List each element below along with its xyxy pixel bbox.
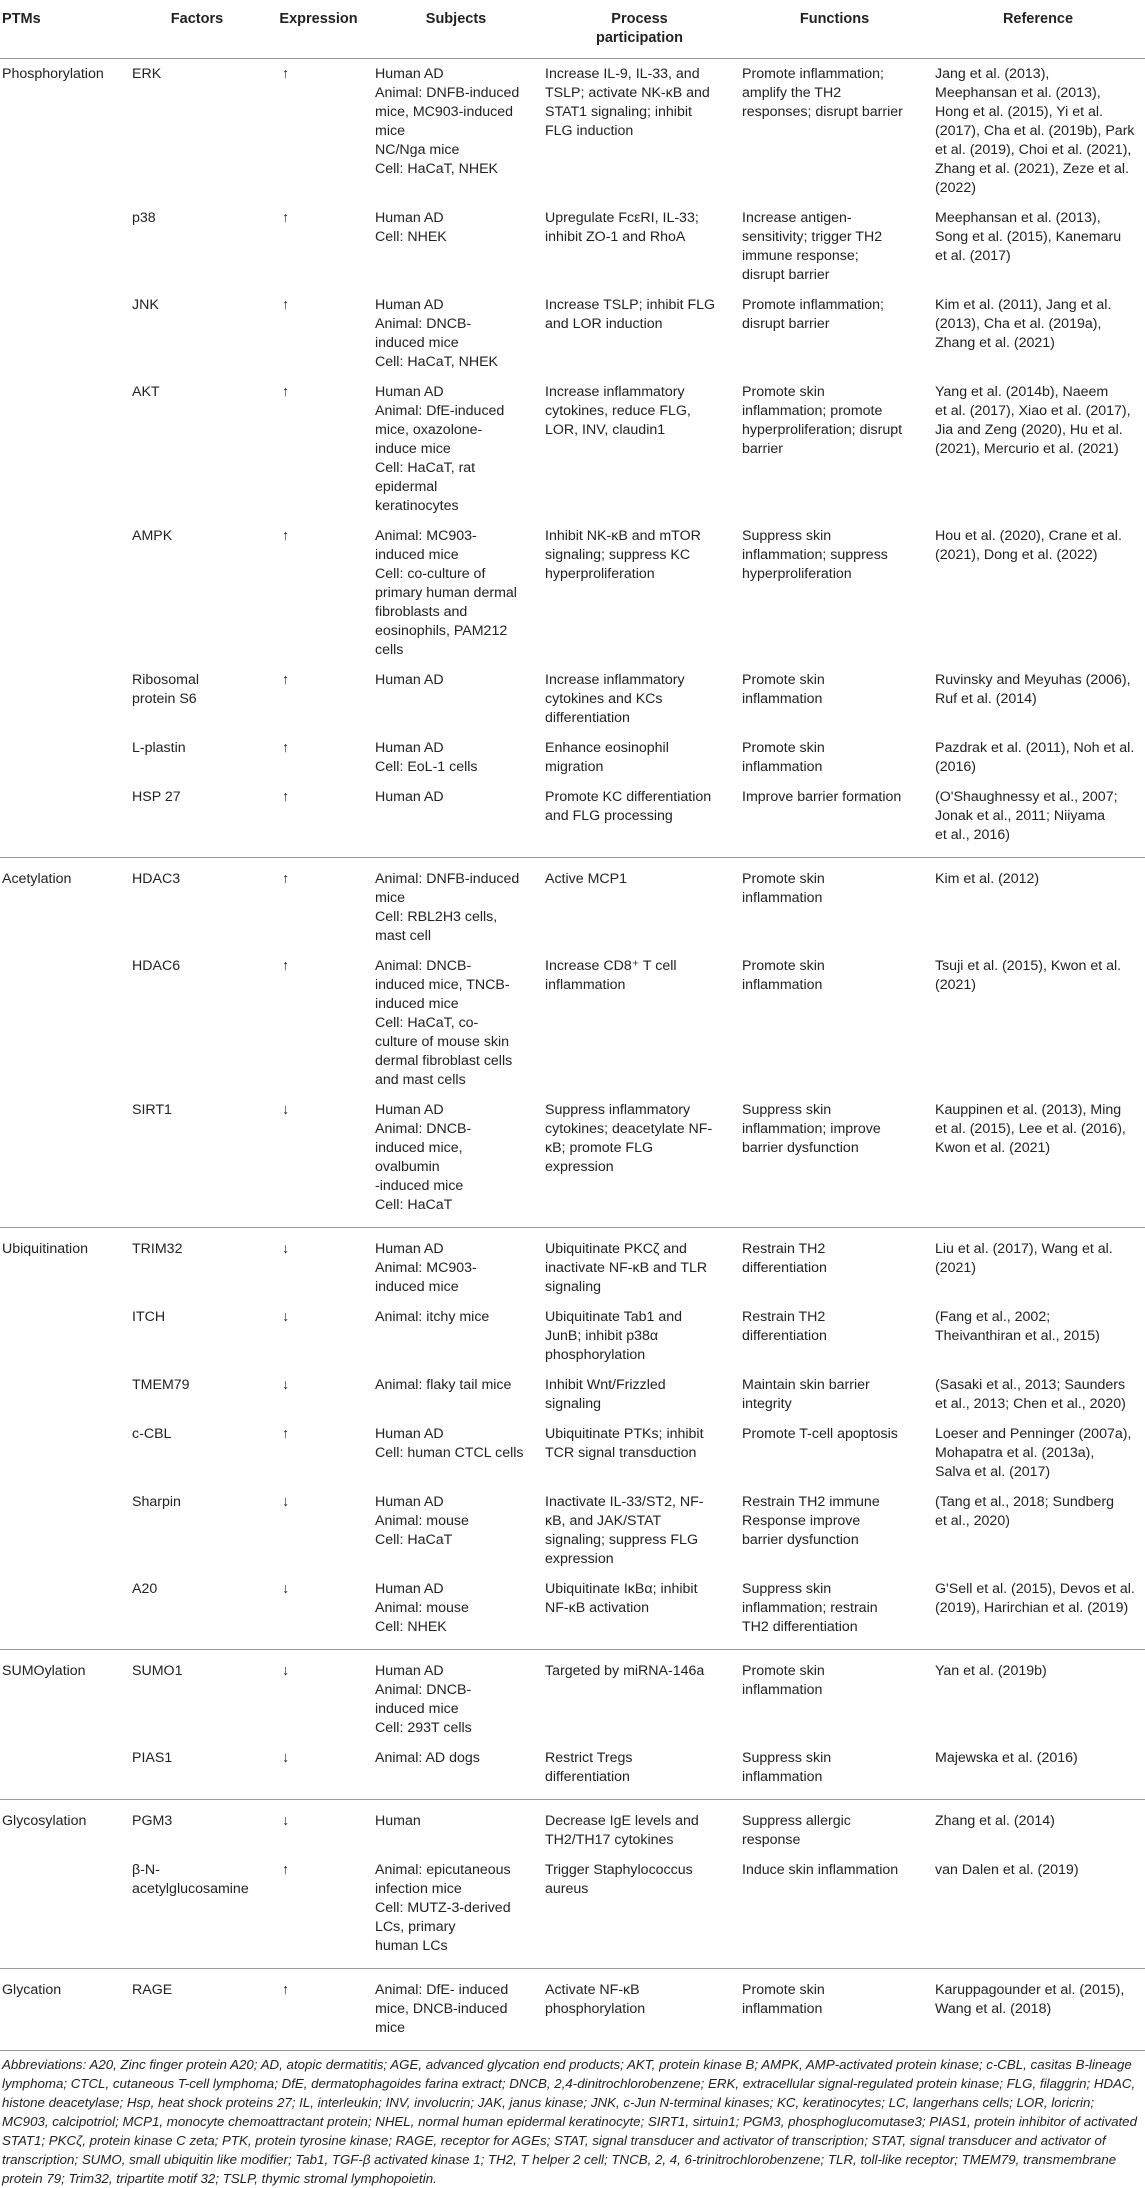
subjects-cell: Animal: DfE- induced mice, DNCB-induced mice [371,1969,541,2051]
process-cell: Increase CD8⁺ T cell inflammation [545,958,677,993]
reference-cell: van Dalen et al. (2019) [931,1855,1145,1969]
functions-cell: Promote skin inflammation [742,740,825,775]
ptm-cell [0,782,128,858]
functions-cell: Suppress allergic response [742,1813,851,1848]
header-functions: Functions [738,0,931,59]
table-row [0,1574,1145,1650]
functions-cell: Promote T-cell apoptosis [742,1426,898,1442]
process-cell: Active MCP1 [545,871,627,887]
table-row [0,1855,1145,1969]
functions-cell: Suppress skin inflammation; suppress hyperproliferation [742,528,888,582]
functions-cell: Promote skin inflammation [742,958,825,993]
expression-arrow: ↓ [282,1663,290,1679]
factor-cell: ERK [132,66,162,82]
ptm-cell [0,1487,128,1574]
table-row [0,1487,1145,1574]
subjects-cell: Human AD Cell: human CTCL cells [375,1426,524,1461]
factor-cell: TRIM32 [132,1241,183,1257]
expression-arrow: ↑ [282,528,290,544]
table-row [0,733,1145,782]
factor-cell: AKT [132,384,160,400]
table-row [0,1650,1145,1744]
table-row [0,951,1145,1095]
factor-cell: HSP 27 [128,782,266,858]
process-cell: Inhibit Wnt/Frizzled signaling [545,1377,666,1412]
functions-cell: Increase antigen- sensitivity; trigger TH2 immune response; disrupt barrier [742,210,883,283]
table-row [0,59,1145,204]
expression-arrow: ↑ [282,1426,290,1442]
table-row [0,1743,1145,1800]
ptm-cell: Glycation [0,1969,128,2051]
reference-cell: G'Sell et al. (2015), Devos et al. (2019), Harirchian et al. (2019) [931,1574,1145,1650]
factor-cell: A20 [128,1574,266,1650]
functions-cell: Promote skin inflammation [742,1663,825,1698]
ptm-cell [0,521,128,665]
functions-cell: Suppress skin inflammation [738,1743,931,1800]
factor-cell: c-CBL [132,1426,172,1442]
subjects-cell: Animal: DNFB-induced mice Cell: RBL2H3 cells, mast cell [375,871,520,944]
expression-arrow: ↑ [282,297,290,313]
process-cell: Promote KC differentiation and FLG processing [541,782,738,858]
table-header-row [0,0,1145,59]
process-cell: Increase inflammatory cytokines and KCs differentiation [545,672,685,726]
table-row [0,1228,1145,1303]
factor-cell: Sharpin [132,1494,181,1510]
functions-cell: Promote skin inflammation [742,672,825,707]
reference-cell: Hou et al. (2020), Crane et al. (2021), Dong et al. (2022) [935,528,1122,563]
process-cell: Ubiquitinate Tab1 and JunB; inhibit p38α phosphorylation [545,1309,682,1363]
ptm-cell: SUMOylation [2,1663,86,1679]
header-expression: Expression [266,0,371,59]
expression-arrow: ↑ [282,871,290,887]
expression-arrow: ↓ [266,1574,371,1650]
factor-cell: β-N- acetylglucosamine [128,1855,266,1969]
ptm-cell [0,1743,128,1800]
reference-cell: Majewska et al. (2016) [931,1743,1145,1800]
expression-arrow: ↑ [266,1855,371,1969]
factor-cell: ITCH [132,1309,166,1325]
process-cell: Activate NF-κB phosphorylation [541,1969,738,2051]
process-cell: Enhance eosinophil migration [545,740,669,775]
table-row [0,203,1145,290]
functions-cell: Suppress skin inflammation; restrain TH2 differentiation [738,1574,931,1650]
expression-arrow: ↑ [266,1969,371,2051]
reference-cell: Tsuji et al. (2015), Kwon et al. (2021) [935,958,1122,993]
header-ptms: PTMs [0,0,128,59]
expression-arrow: ↓ [282,1309,290,1325]
functions-cell: Suppress skin inflammation; improve barrier dysfunction [738,1095,931,1228]
functions-cell: Promote skin inflammation [742,871,825,906]
process-cell: Targeted by miRNA-146a [545,1663,705,1679]
subjects-cell: Human AD Animal: MC903- induced mice [375,1241,477,1295]
reference-cell: Jang et al. (2013), Meephansan et al. (2013), Hong et al. (2015), Yi et al. (2017), Cha et al. (2019b), Park et al. (2019), Choi et al. (2021), Zhang et al. (2021), Zeze et al. (2022) [935,66,1135,196]
table-body [0,59,1145,2051]
process-cell: Ubiquitinate PTKs; inhibit TCR signal transduction [545,1426,704,1461]
table-row [0,377,1145,521]
header-process-participation: Process participation [541,0,738,59]
expression-arrow: ↓ [282,1813,290,1829]
subjects-cell: Human AD Animal: DNCB- induced mice Cell: 293T cells [375,1663,472,1736]
reference-cell: Pazdrak et al. (2011), Noh et al. (2016) [935,740,1135,775]
factor-cell: SUMO1 [132,1663,183,1679]
subjects-cell: Human AD Animal: DNCB- induced mice, ovalbumin -induced mice Cell: HaCaT [371,1095,541,1228]
functions-cell: Improve barrier formation [738,782,931,858]
reference-cell: (O'Shaughnessy et al., 2007; Jonak et al., 2011; Niiyama et al., 2016) [931,782,1145,858]
reference-cell: Yan et al. (2019b) [935,1663,1047,1679]
process-cell: Ubiquitinate PKCζ and inactivate NF-κB and TLR signaling [545,1241,708,1295]
reference-cell: Liu et al. (2017), Wang et al. (2021) [935,1241,1113,1276]
factor-cell: p38 [132,210,156,226]
expression-arrow: ↑ [266,782,371,858]
expression-arrow: ↑ [282,66,290,82]
reference-cell: Kim et al. (2011), Jang et al. (2013), Cha et al. (2019a), Zhang et al. (2021) [935,297,1112,351]
expression-arrow: ↑ [282,740,290,756]
functions-cell: Promote inflammation; disrupt barrier [742,297,884,332]
reference-cell: Kim et al. (2012) [935,871,1040,887]
subjects-cell: Animal: MC903- induced mice Cell: co-culture of primary human dermal fibroblasts and eosinophils, PAM212 cells [375,528,517,658]
subjects-cell: Animal: DNCB- induced mice, TNCB- induced mice Cell: HaCaT, co- culture of mouse skin dermal fibroblast cells and mast cells [375,958,513,1088]
reference-cell: (Sasaki et al., 2013; Saunders et al., 2013; Chen et al., 2020) [935,1377,1126,1412]
expression-arrow: ↓ [282,1494,290,1510]
subjects-cell: Human AD Cell: NHEK [375,210,447,245]
header-reference: Reference [931,0,1145,59]
process-cell: Increase IL-9, IL-33, and TSLP; activate NK-κB and STAT1 signaling; inhibit FLG induction [545,66,710,139]
reference-cell: (Tang et al., 2018; Sundberg et al., 2020) [935,1494,1115,1529]
ptm-cell: Acetylation [2,871,72,887]
functions-cell: Induce skin inflammation [738,1855,931,1969]
reference-cell: Karuppagounder et al. (2015), Wang et al. (2018) [931,1969,1145,2051]
abbreviations-footnote: Abbreviations: A20, Zinc finger protein A20; AD, atopic dermatitis; AGE, advanced glycation end products; AKT, protein kinase B; AMPK, AMP-activated protein kinase; c-CBL, casitas B-lineage lymphoma; CTCL, cutaneous T-cell lymphoma; DfE, dermatophagoides farina extract; DNCB, 2,4-dinitrochlorobenzene; ERK, extracellular signal-regulated protein kinase; FLG, filaggrin; HDAC, histone deacetylase; Hsp, heat shock proteins 27; IL, interleukin; INV, involucrin; JAK, janus kinase; JNK, c-Jun N-terminal kinases; KC, keratinocytes; LC, langerhans cells; LOR, loricrin; MC903, calcipotriol; MCP1, monocyte chemoattractant protein; NHEL, normal human epidermal keratinocyte; SIRT1, sirtuin1; PGM3, phosphoglucomutase3; PIAS1, protein inhibitor of activated STAT1; PKCζ, protein kinase C zeta; PTK, protein tyrosine kinase; RAGE, receptor for AGEs; STAT, signal transducer and activator of transcription; STAT, signal transducer and activator of transcription; SUMO, small ubiquitin like modifier; Tab1, TGF-β activated kinase 1; TH2, T helper 2 cell; TNCB, 2, 4, 6-trinitrochlorobenzene; TLR, toll-like receptor; TMEM79, transmembrane protein 79; Trim32, tripartite motif 32; TSLP, thymic stromal lymphopoietin. [2,2057,1137,2186]
table-row [0,1370,1145,1419]
process-cell: Upregulate FcεRI, IL-33; inhibit ZO-1 and RhoA [545,210,699,245]
process-cell: Ubiquitinate IκBα; inhibit NF-κB activation [541,1574,738,1650]
header-subjects: Subjects [371,0,541,59]
expression-arrow: ↑ [282,672,290,688]
subjects-cell: Human AD Animal: mouse Cell: NHEK [371,1574,541,1650]
functions-cell: Restrain TH2 differentiation [742,1241,827,1276]
ptm-cell [0,951,128,1095]
expression-arrow: ↓ [282,1241,290,1257]
factor-cell: PGM3 [132,1813,173,1829]
factor-cell: PIAS1 [128,1743,266,1800]
process-cell: Trigger Staphylococcus aureus [541,1855,738,1969]
functions-cell: Promote skin inflammation [738,1969,931,2051]
ptm-cell [0,1419,128,1487]
table-row [0,782,1145,858]
reference-cell: Kauppinen et al. (2013), Ming et al. (2015), Lee et al. (2016), Kwon et al. (2021) [931,1095,1145,1228]
factor-cell: HDAC3 [132,871,181,887]
table-row [0,1800,1145,1856]
subjects-cell: Human AD [375,672,444,688]
table-row [0,1302,1145,1370]
subjects-cell: Animal: epicutaneous infection mice Cell: MUTZ-3-derived LCs, primary human LCs [371,1855,541,1969]
process-cell: Decrease IgE levels and TH2/TH17 cytokines [545,1813,699,1848]
ptm-cell [0,665,128,733]
ptm-cell [0,1855,128,1969]
subjects-cell: Human AD Animal: DNFB-induced mice, MC903-induced mice NC/Nga mice Cell: HaCaT, NHEK [375,66,520,177]
table-row [0,1419,1145,1487]
process-cell: Inactivate IL-33/ST2, NF- κB, and JAK/STAT signaling; suppress FLG expression [545,1494,704,1567]
header-factors: Factors [128,0,266,59]
factor-cell: SIRT1 [128,1095,266,1228]
expression-arrow: ↑ [282,210,290,226]
reference-cell: (Fang et al., 2002; Theivanthiran et al., 2015) [935,1309,1100,1344]
expression-arrow: ↓ [266,1095,371,1228]
table-row [0,521,1145,665]
table-row [0,290,1145,377]
ptm-cell: Ubiquitination [2,1241,88,1257]
ptm-cell [0,377,128,521]
functions-cell: Restrain TH2 differentiation [742,1309,827,1344]
subjects-cell: Human [375,1813,421,1829]
ptm-cell [0,290,128,377]
factor-cell: RAGE [128,1969,266,2051]
functions-cell: Maintain skin barrier integrity [742,1377,870,1412]
ptm-cell: Glycosylation [2,1813,87,1829]
expression-arrow: ↑ [282,384,290,400]
ptm-cell [0,203,128,290]
subjects-cell: Human AD Animal: DNCB- induced mice Cell: HaCaT, NHEK [375,297,498,370]
factor-cell: JNK [132,297,159,313]
ptm-cell [0,1302,128,1370]
subjects-cell: Animal: itchy mice [375,1309,490,1325]
subjects-cell: Human AD Animal: mouse Cell: HaCaT [375,1494,469,1548]
subjects-cell: Human AD Cell: EoL-1 cells [375,740,478,775]
functions-cell: Restrain TH2 immune Response improve barrier dysfunction [742,1494,880,1548]
table-row [0,1095,1145,1228]
subjects-cell: Human AD [371,782,541,858]
factor-cell: HDAC6 [132,958,181,974]
factor-cell: Ribosomal protein S6 [132,672,200,707]
process-cell: Increase TSLP; inhibit FLG and LOR induction [545,297,716,332]
reference-cell: Meephansan et al. (2013), Song et al. (2015), Kanemaru et al. (2017) [935,210,1122,264]
table-row [0,858,1145,952]
functions-cell: Promote inflammation; amplify the TH2 responses; disrupt barrier [742,66,903,120]
factor-cell: TMEM79 [132,1377,190,1393]
factor-cell: AMPK [132,528,173,544]
ptm-cell [0,1095,128,1228]
reference-cell: Zhang et al. (2014) [935,1813,1055,1829]
ptm-cell [0,1370,128,1419]
expression-arrow: ↓ [282,1377,290,1393]
functions-cell: Promote skin inflammation; promote hyperproliferation; disrupt barrier [742,384,903,457]
ptm-cell [0,733,128,782]
process-cell: Increase inflammatory cytokines, reduce FLG, LOR, INV, claudin1 [545,384,691,438]
reference-cell: Ruvinsky and Meyuhas (2006), Ruf et al. (2014) [935,672,1131,707]
reference-cell: Yang et al. (2014b), Naeem et al. (2017), Xiao et al. (2017), Jia and Zeng (2020), Hu et al. (2021), Mercurio et al. (2021) [935,384,1131,457]
process-cell: Suppress inflammatory cytokines; deacetylate NF- κB; promote FLG expression [541,1095,738,1228]
process-cell: Inhibit NK-κB and mTOR signaling; suppress KC hyperproliferation [545,528,701,582]
table-row [0,1969,1145,2051]
subjects-cell: Animal: AD dogs [371,1743,541,1800]
subjects-cell: Animal: flaky tail mice [375,1377,512,1393]
table-row [0,665,1145,733]
subjects-cell: Human AD Animal: DfE-induced mice, oxazolone- induce mice Cell: HaCaT, rat epidermal keratinocytes [375,384,505,514]
ptm-cell [0,1574,128,1650]
expression-arrow: ↑ [282,958,290,974]
reference-cell: Loeser and Penninger (2007a), Mohapatra et al. (2013a), Salva et al. (2017) [935,1426,1132,1480]
process-cell: Restrict Tregs differentiation [541,1743,738,1800]
factor-cell: L-plastin [132,740,186,756]
expression-arrow: ↓ [266,1743,371,1800]
ptm-cell: Phosphorylation [2,66,104,82]
